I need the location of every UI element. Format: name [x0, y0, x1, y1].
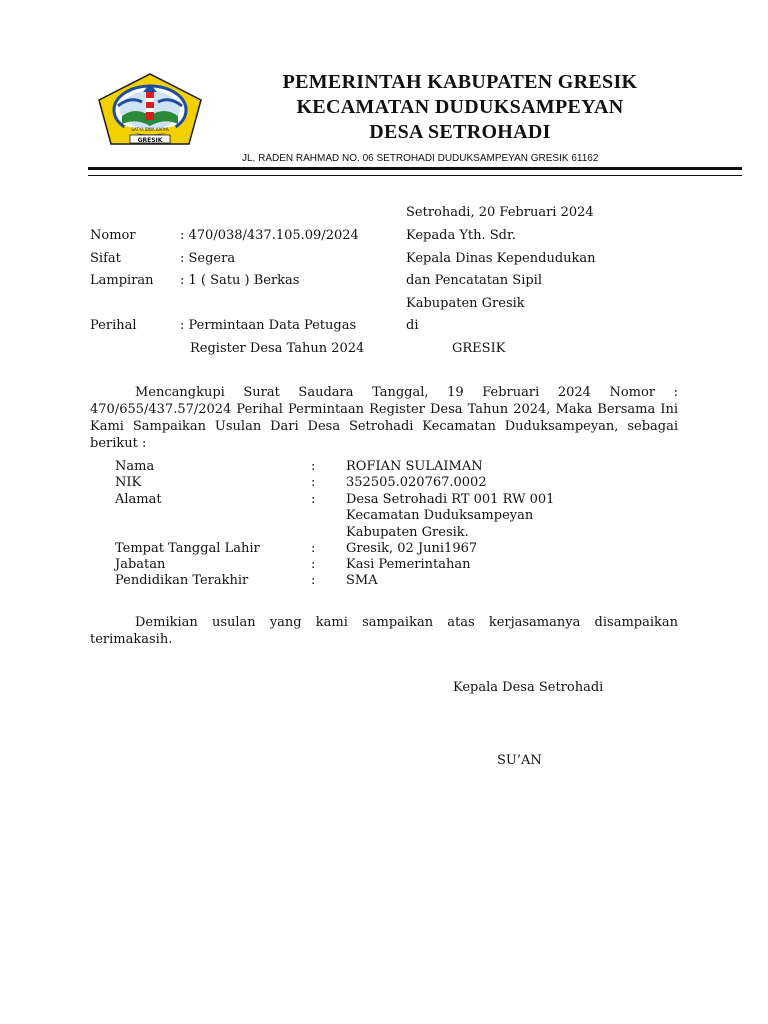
detail-sep-jabatan: : [311, 557, 316, 572]
detail-value-pendidikan: SMA [346, 573, 378, 588]
header-district: KECAMATAN DUDUKSAMPEYAN [296, 96, 624, 118]
recipient-line4: Kabupaten Gresik [406, 296, 525, 311]
header-address: JL. RADEN RAHMAD NO. 06 SETROHADI DUDUKSAMPEYAN GRESIK 61162 [242, 153, 599, 164]
detail-sep-nama: : [311, 459, 316, 474]
detail-value-ttl: Gresik, 02 Juni1967 [346, 541, 478, 556]
closing-paragraph [90, 614, 678, 648]
meta-value-perihal: : Permintaan Data Petugas [180, 318, 357, 333]
detail-label-nik: NIK [115, 475, 142, 490]
signature-name: SU’AN [497, 753, 542, 768]
header-divider-thick [88, 167, 742, 170]
recipient-line1: Kepada Yth. Sdr. [406, 228, 516, 243]
body-paragraph-text: Mencangkupi Surat Saudara Tanggal, 19 Februari 2024 Nomor : 470/655/437.57/2024 Perihal Permintaan Register Desa Tahun 2024, Maka Bersama Ini Kami Sampaikan Usulan Dari Desa Setrohadi Kecamatan Duduksampeyan, sebagai berikut : [90, 385, 678, 451]
detail-label-ttl: Tempat Tanggal Lahir [115, 541, 260, 556]
header-government: PEMERINTAH KABUPATEN GRESIK [282, 71, 638, 93]
detail-label-nama: Nama [115, 459, 155, 474]
svg-text:GRESIK: GRESIK [137, 137, 163, 144]
detail-value-alamat-2: Kecamatan Duduksampeyan [346, 508, 534, 523]
detail-label-pendidikan: Pendidikan Terakhir [115, 573, 249, 588]
detail-sep-alamat: : [311, 492, 316, 507]
signature-title: Kepala Desa Setrohadi [453, 680, 604, 695]
closing-text: Demikian usulan yang kami sampaikan atas kerjasamanya disampaikan terimakasih. [90, 615, 678, 647]
meta-label-sifat: Sifat [90, 251, 121, 266]
detail-value-alamat: Desa Setrohadi RT 001 RW 001 [346, 492, 555, 507]
header-divider-thin [88, 175, 742, 176]
header-village: DESA SETROHADI [369, 121, 551, 143]
meta-value-sifat: : Segera [180, 251, 236, 266]
detail-value-nama: ROFIAN SULAIMAN [346, 459, 483, 474]
detail-label-jabatan: Jabatan [115, 557, 166, 572]
detail-label-alamat: Alamat [115, 492, 162, 507]
recipient-line3: dan Pencatatan Sipil [406, 273, 542, 288]
recipient-line5: di [406, 318, 419, 333]
detail-value-jabatan: Kasi Pemerintahan [346, 557, 471, 572]
detail-sep-pendidikan: : [311, 573, 316, 588]
recipient-line2: Kepala Dinas Kependudukan [406, 251, 596, 266]
meta-label-nomor: Nomor [90, 228, 136, 243]
detail-sep-ttl: : [311, 541, 316, 556]
detail-sep-nik: : [311, 475, 316, 490]
meta-value-lampiran: : 1 ( Satu ) Berkas [180, 273, 300, 288]
meta-label-perihal: Perihal [90, 318, 137, 333]
meta-value-perihal-cont: Register Desa Tahun 2024 [190, 341, 365, 356]
letter-date: Setrohadi, 20 Februari 2024 [406, 205, 594, 220]
meta-value-nomor: : 470/038/437.105.09/2024 [180, 228, 359, 243]
detail-value-nik: 352505.020767.0002 [346, 475, 487, 490]
meta-label-lampiran: Lampiran [90, 273, 154, 288]
body-paragraph [90, 384, 678, 452]
recipient-city: GRESIK [452, 341, 506, 356]
svg-text:SATYA BINA KARYA: SATYA BINA KARYA [131, 127, 169, 132]
detail-value-alamat-3: Kabupaten Gresik. [346, 525, 469, 540]
